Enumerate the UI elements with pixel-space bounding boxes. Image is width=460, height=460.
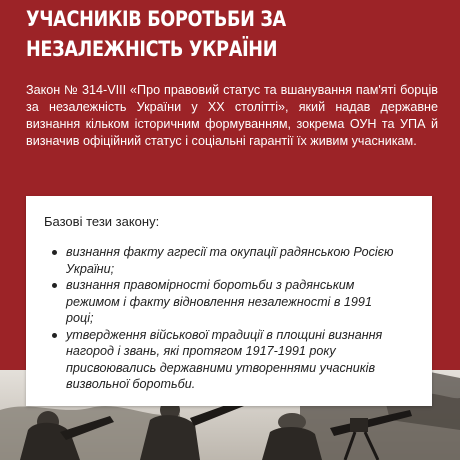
bullet-icon (52, 283, 57, 288)
list-item (46, 327, 396, 393)
list-item-text: визнання правомірності боротьби з радянським режимом і факту відновлення незалежності в 1991 році; (66, 278, 372, 325)
bullet-icon (52, 250, 57, 255)
card-title: Базові тези закону: (44, 214, 160, 229)
list-item (46, 244, 396, 277)
theses-card (26, 196, 432, 406)
theses-list (46, 244, 396, 393)
list-item-text: визнання факту агресії та окупації радянською Росією України; (66, 245, 394, 276)
list-item-text: утвердження військової традиції в площині визнання нагород і звань, які протягом 1917-1991 року присвоювались державними утвореннями учасників визвольної боротьби. (66, 327, 383, 391)
intro-paragraph: Закон № 314-VIII «Про правовий статус та вшанування пам'яті борців за незалежність України у ХХ столітті», який надав державне визнання кільком історичним формуванням, зокрема ОУН та УПА й визначив офіційний статус і соціальні гарантії їх живим учасникам. (26, 83, 438, 148)
bullet-icon (52, 333, 57, 338)
page-title: УЧАСНИКІВ БОРОТЬБИ ЗА НЕЗАЛЕЖНІСТЬ УКРАЇНИ (26, 7, 286, 61)
list-item (46, 277, 396, 327)
